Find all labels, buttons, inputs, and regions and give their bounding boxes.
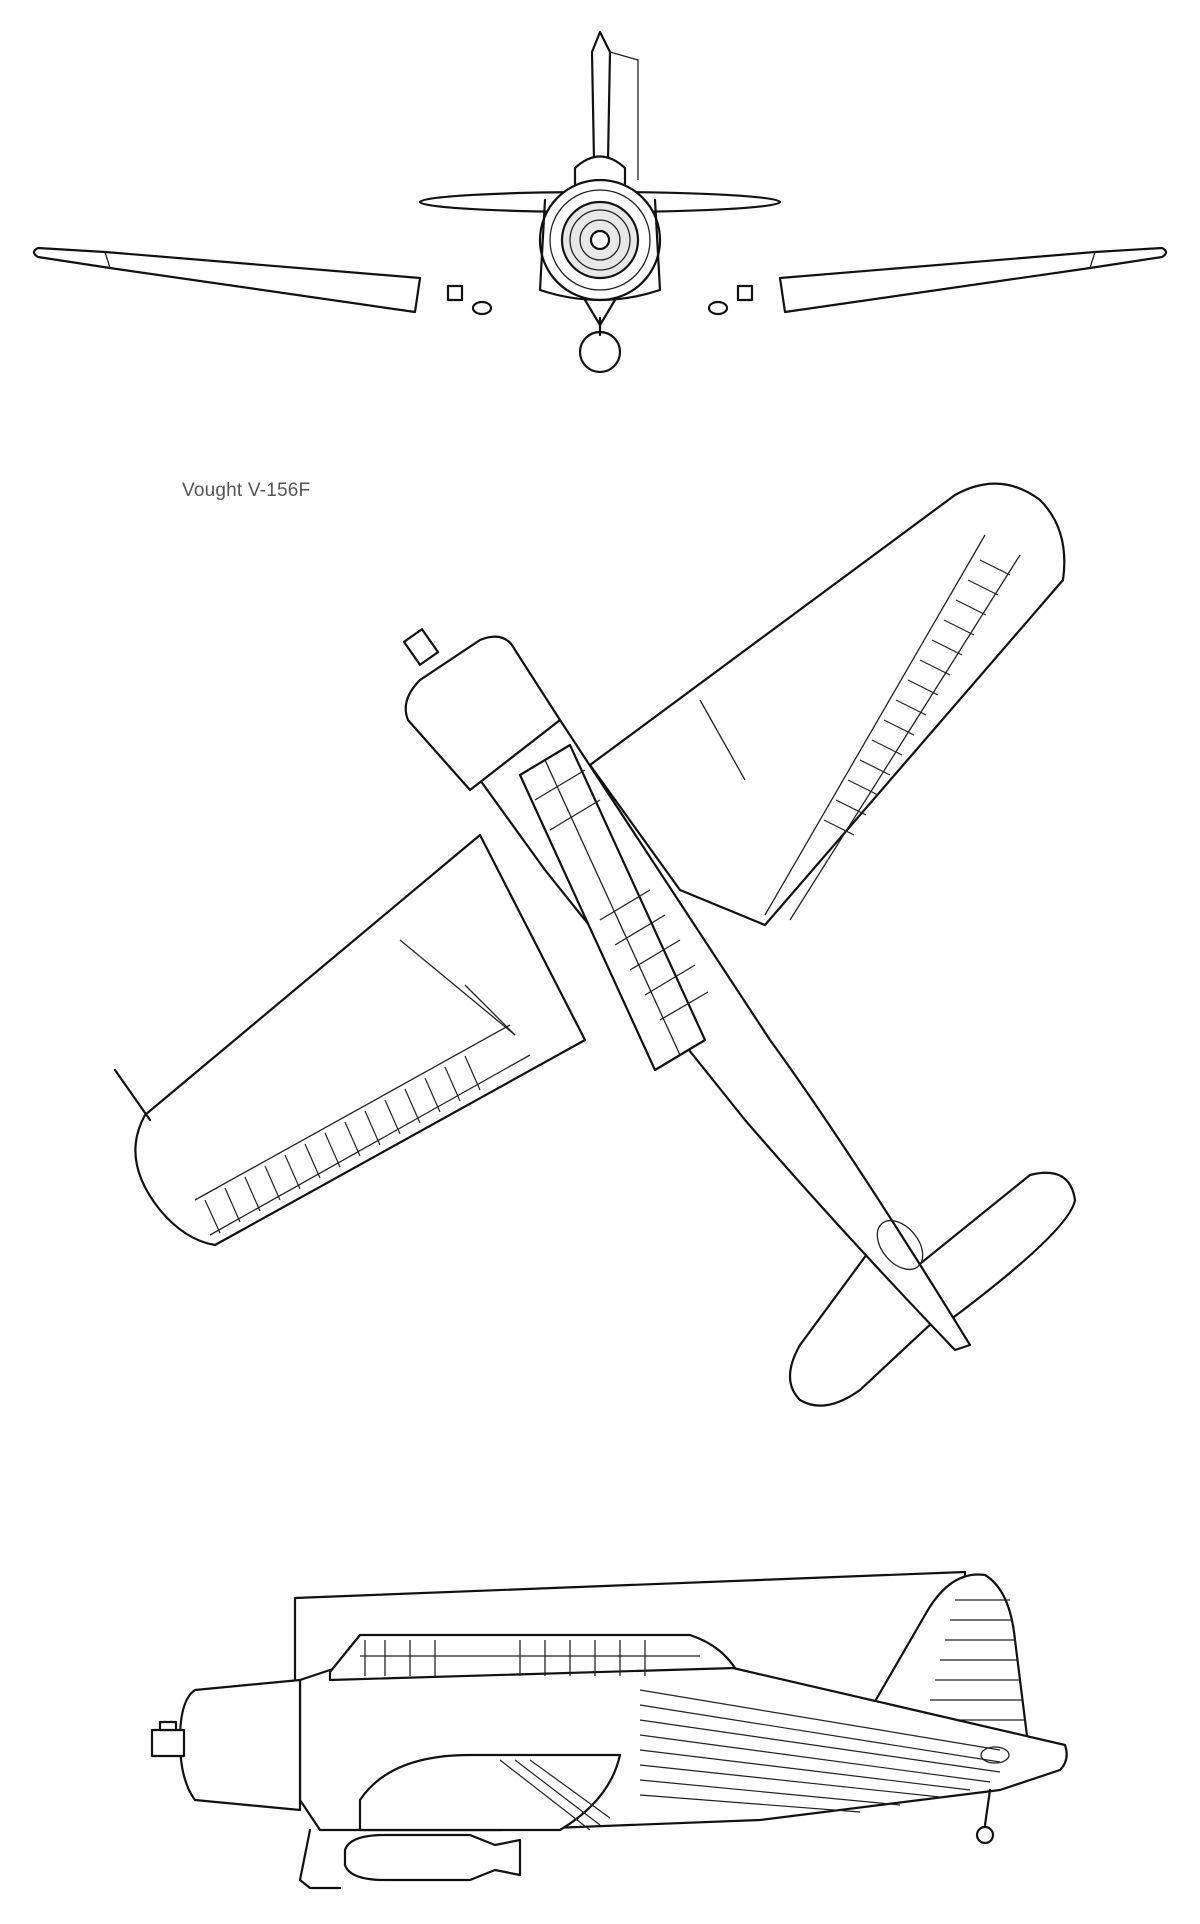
- top-view-left-wing: [135, 835, 585, 1245]
- side-view-bomb: [345, 1835, 520, 1880]
- front-view-tailwheel: [580, 332, 620, 372]
- front-view-fin: [592, 32, 610, 160]
- front-view-right-wing: [780, 248, 1166, 312]
- side-view-tailwheel: [977, 1827, 993, 1843]
- top-view-right-wing: [590, 484, 1064, 925]
- side-view-cowling: [180, 1680, 300, 1810]
- side-view: [152, 1572, 1067, 1888]
- front-view: [34, 32, 1166, 372]
- front-view-left-wing: [34, 248, 420, 312]
- top-view: [115, 484, 1075, 1406]
- aircraft-name-caption: Vought V-156F: [182, 480, 311, 501]
